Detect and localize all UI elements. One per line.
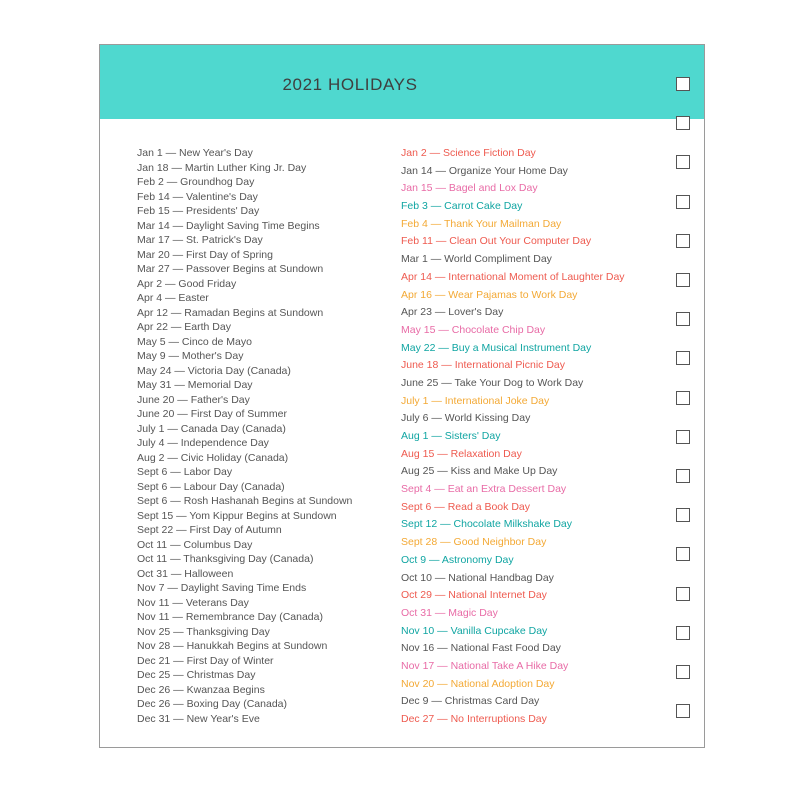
holiday-item: Mar 20 — First Day of Spring <box>137 248 273 261</box>
fun-day-item: Aug 15 — Relaxation Day <box>401 447 522 460</box>
checkbox[interactable] <box>676 77 690 91</box>
page-title: 2021 HOLIDAYS <box>282 75 418 94</box>
fun-day-item: Apr 23 — Lover's Day <box>401 306 504 319</box>
holiday-item: Apr 12 — Ramadan Begins at Sundown <box>137 306 324 319</box>
holiday-item: Mar 14 — Daylight Saving Time Begins <box>137 219 320 232</box>
holiday-item: Nov 7 — Daylight Saving Time Ends <box>137 582 307 594</box>
checkbox[interactable] <box>676 587 690 601</box>
holiday-item: Nov 28 — Hanukkah Begins at Sundown <box>137 640 328 652</box>
checkbox[interactable] <box>676 234 690 248</box>
fun-day-item: June 25 — Take Your Dog to Work Day <box>401 376 584 389</box>
fun-day-item: Jan 2 — Science Fiction Day <box>401 147 536 159</box>
holidays-list <box>137 146 352 726</box>
fun-day-item: Jan 14 — Organize Your Home Day <box>401 164 568 177</box>
fun-day-item: Sept 28 — Good Neighbor Day <box>401 536 547 549</box>
holiday-item: Apr 2 — Good Friday <box>137 277 237 290</box>
fun-day-item: Nov 10 — Vanilla Cupcake Day <box>401 624 548 637</box>
fun-day-item: Oct 9 — Astronomy Day <box>401 553 514 566</box>
holiday-item: Sept 6 — Rosh Hashanah Begins at Sundown <box>137 495 353 507</box>
holiday-item: Dec 26 — Kwanzaa Begins <box>137 683 265 696</box>
holiday-item: Feb 2 — Groundhog Day <box>137 176 255 188</box>
holiday-item: Dec 26 — Boxing Day (Canada) <box>137 698 287 710</box>
fun-day-item: Nov 20 — National Adoption Day <box>401 677 555 690</box>
holiday-item: May 31 — Memorial Day <box>137 379 253 391</box>
holiday-item: May 9 — Mother's Day <box>137 350 244 362</box>
fun-day-item: Oct 29 — National Internet Day <box>401 589 547 602</box>
fun-day-item: Nov 16 — National Fast Food Day <box>401 642 561 655</box>
holiday-item: Jan 1 — New Year's Day <box>137 147 253 159</box>
checkbox[interactable] <box>676 351 690 365</box>
holiday-item: June 20 — First Day of Summer <box>137 408 287 420</box>
fun-day-item: July 6 — World Kissing Day <box>401 412 531 425</box>
holiday-item: Dec 31 — New Year's Eve <box>137 712 260 725</box>
fun-day-item: May 15 — Chocolate Chip Day <box>401 323 546 336</box>
header-band <box>100 45 704 119</box>
fun-day-item: Dec 27 — No Interruptions Day <box>401 713 547 725</box>
holiday-item: Jan 18 — Martin Luther King Jr. Day <box>137 161 307 174</box>
holiday-item: Feb 15 — Presidents' Day <box>137 205 260 217</box>
checkbox[interactable] <box>676 547 690 561</box>
checkbox[interactable] <box>676 195 690 209</box>
holiday-item: Apr 22 — Earth Day <box>137 321 231 333</box>
holiday-item: Aug 2 — Civic Holiday (Canada) <box>137 451 289 464</box>
holiday-item: Dec 21 — First Day of Winter <box>137 654 274 667</box>
holiday-item: Nov 11 — Veterans Day <box>137 596 249 609</box>
fun-day-item: Nov 17 — National Take A Hike Day <box>401 659 569 672</box>
checkbox[interactable] <box>676 391 690 405</box>
fun-day-item: Aug 1 — Sisters' Day <box>401 430 501 442</box>
holiday-item: Sept 15 — Yom Kippur Begins at Sundown <box>137 509 337 522</box>
holiday-item: Feb 14 — Valentine's Day <box>137 190 258 203</box>
fun-day-item: Sept 4 — Eat an Extra Dessert Day <box>401 483 567 496</box>
fun-day-item: July 1 — International Joke Day <box>401 394 550 407</box>
checkbox[interactable] <box>676 116 690 130</box>
holiday-item: Oct 31 — Halloween <box>137 567 234 580</box>
fun-day-item: Oct 10 — National Handbag Day <box>401 571 554 584</box>
holiday-item: Apr 4 — Easter <box>137 292 209 304</box>
holiday-item: Oct 11 — Columbus Day <box>137 538 253 551</box>
holiday-item: Dec 25 — Christmas Day <box>137 669 256 681</box>
holiday-item: Sept 22 — First Day of Autumn <box>137 524 282 536</box>
holiday-item: May 24 — Victoria Day (Canada) <box>137 364 291 377</box>
fun-days-list <box>401 145 625 729</box>
fun-day-item: Jan 15 — Bagel and Lox Day <box>401 182 538 195</box>
checkbox[interactable] <box>676 665 690 679</box>
fun-day-item: Aug 25 — Kiss and Make Up Day <box>401 465 558 478</box>
fun-day-item: Feb 3 — Carrot Cake Day <box>401 200 523 213</box>
fun-day-item: Sept 6 — Read a Book Day <box>401 500 530 513</box>
fun-day-item: June 18 — International Picnic Day <box>401 359 566 372</box>
checkbox[interactable] <box>676 469 690 483</box>
fun-day-item: Apr 14 — International Moment of Laughter Day <box>401 270 625 283</box>
fun-day-item: Sept 12 — Chocolate Milkshake Day <box>401 518 572 531</box>
fun-day-item: Feb 11 — Clean Out Your Computer Day <box>401 235 592 248</box>
checkbox[interactable] <box>676 704 690 718</box>
checkbox[interactable] <box>676 508 690 522</box>
fun-day-item: Dec 9 — Christmas Card Day <box>401 695 540 708</box>
holiday-item: July 1 — Canada Day (Canada) <box>137 422 286 435</box>
fun-day-item: May 22 — Buy a Musical Instrument Day <box>401 341 592 354</box>
holiday-item: July 4 — Independence Day <box>137 437 269 449</box>
fun-day-item: Feb 4 — Thank Your Mailman Day <box>401 217 562 230</box>
checkbox[interactable] <box>676 312 690 326</box>
checkbox[interactable] <box>676 626 690 640</box>
fun-day-item: Apr 16 — Wear Pajamas to Work Day <box>401 288 578 301</box>
checkbox[interactable] <box>676 155 690 169</box>
holiday-item: Mar 17 — St. Patrick's Day <box>137 234 263 246</box>
holiday-item: Sept 6 — Labour Day (Canada) <box>137 480 285 493</box>
holiday-item: Sept 6 — Labor Day <box>137 466 233 478</box>
holiday-item: May 5 — Cinco de Mayo <box>137 335 252 348</box>
holiday-item: Mar 27 — Passover Begins at Sundown <box>137 263 324 275</box>
fun-day-item: Oct 31 — Magic Day <box>401 606 498 619</box>
holiday-item: Nov 25 — Thanksgiving Day <box>137 625 270 638</box>
fun-day-item: Mar 1 — World Compliment Day <box>401 253 552 266</box>
checkbox[interactable] <box>676 430 690 444</box>
holiday-item: Oct 11 — Thanksgiving Day (Canada) <box>137 553 314 565</box>
checkbox[interactable] <box>676 273 690 287</box>
holiday-page <box>99 44 705 748</box>
holiday-item: Nov 11 — Remembrance Day (Canada) <box>137 611 323 623</box>
holiday-item: June 20 — Father's Day <box>137 393 250 406</box>
